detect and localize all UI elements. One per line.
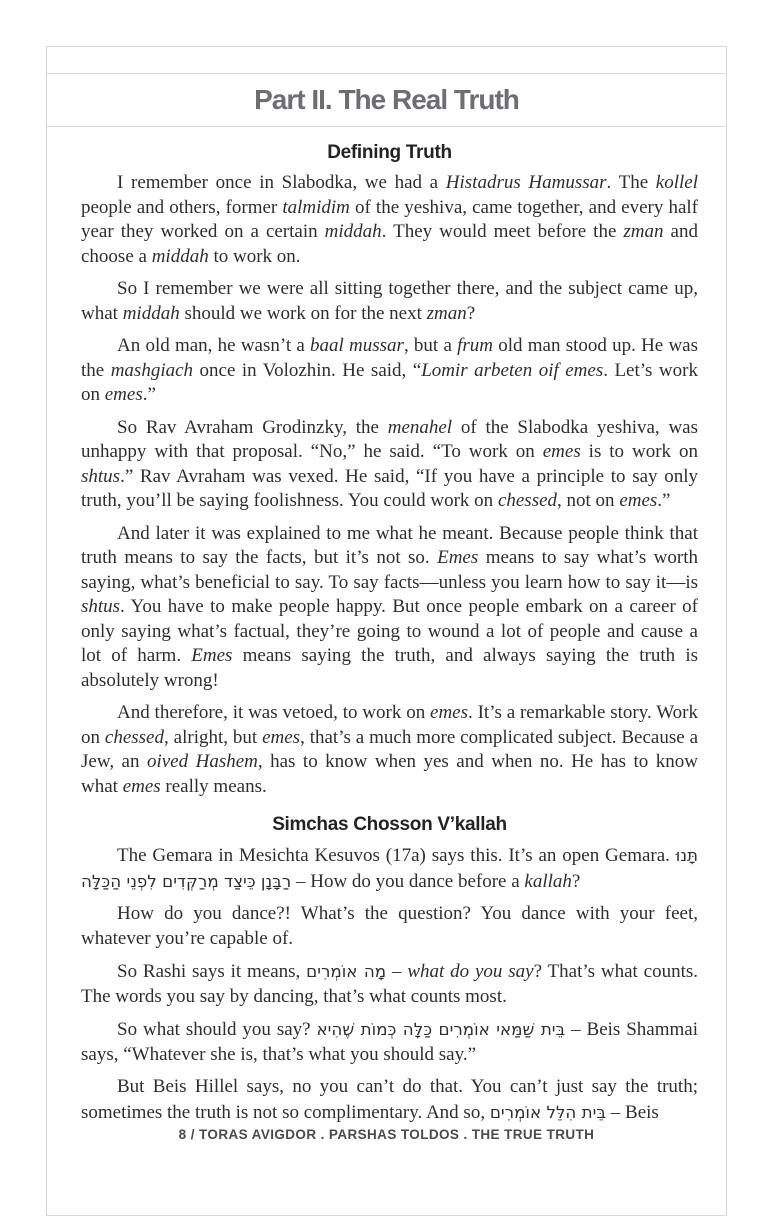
italic-term: what do you say [407,961,534,982]
italic-term: baal mussar [310,335,404,356]
paragraph: And later it was explained to me what he meant. Because people think that truth means to say the facts, but it’s not so. Emes means to say what’s worth saying, what’s beneficial to say. To say facts—unless you learn how to say it—is shtus. You have to make people happy. But once people embark on a career of only saying what’s factual, they’re going to wound a lot of people and cause a lot of harm. Emes means saying the truth, and always saying the truth is absolutely wrong! [81,522,699,691]
section-simchas-chosson-vkallah [81,843,698,1125]
italic-term: emes [262,726,301,748]
part-title-bar [47,74,726,127]
italic-term: chessed [497,490,558,511]
italic-term: Histadrus Hamussar [445,172,607,193]
italic-term: frum [457,335,494,356]
page-footer: 8 / TORAS AVIGDOR . PARSHAS TOLDOS . THE TRUE TRUTH [178,1127,595,1142]
italic-term: shtus [81,465,121,487]
paragraph: And therefore, it was vetoed, to work on emes. It’s a remarkable story. Work on chessed, alright, but emes, that’s a much more complicated subject. Because a Jew, an oived Hashem, has to know when yes and when no. He has to know what emes really means. [81,702,699,797]
italic-term: middah [122,302,180,324]
italic-term: mashgiach [110,359,194,381]
paragraph: But Beis Hillel says, no you can’t do that. You can’t just say the truth; sometimes the truth is not so complimentary. And so, בֵּית הִלֵּל אוֹמְרִים – Beis [81,1076,698,1123]
paragraph: The Gemara in Mesichta Kesuvos (17a) says this. It’s an open Gemara. תָּנוּ רַבָּנָן כֵּיצַד מְרַקְּדִים לִפְנֵי הַכַּלָּה – How do you dance before a kallah? [81,845,698,892]
part-title: Part II. The Real Truth [254,84,519,115]
italic-term: emes [619,490,658,511]
italic-term: chessed [104,726,164,748]
italic-term: Emes [437,547,479,568]
hebrew-phrase: בֵּית שַׁמַּאי אוֹמְרִים כַּלָּה כְּמוֹת שֶׁהִיא [316,1019,566,1039]
paragraph: I remember once in Slabodka, we had a Histadrus Hamussar. The kollel people and others, former talmidim of the yeshiva, came together, and every half year they worked on a certain middah. They would meet before the zman and choose a middah to work on. [81,172,698,267]
italic-term: Lomir arbeten oif emes [421,359,604,381]
paragraph: An old man, he wasn’t a baal mussar, but a frum old man stood up. He was the mashgiach once in Volozhin. He said, “Lomir arbeten oif emes. Let’s work on emes.” [81,335,699,405]
italic-term: emes [430,702,469,723]
paragraph: So I remember we were all sitting together there, and the subject came up, what middah should we work on for the next zman? [81,278,698,324]
italic-term: zman [623,221,664,242]
page-content [47,142,726,1125]
hebrew-phrase: בֵּית הִלֵּל אוֹמְרִים [489,1101,607,1122]
italic-term: Emes [191,645,233,666]
page-frame [46,46,727,1216]
italic-term: kallah [524,870,572,892]
paragraph: So Rav Avraham Grodinzky, the menahel of the Slabodka yeshiva, was unhappy with that proposal. “No,” he said. “To work on emes is to work on shtus.” Rav Avraham was vexed. He said, “If you have a principle to say only truth, you’ll be saying foolishness. You could work on chessed, not on emes.” [81,416,698,511]
italic-term: zman [426,302,467,324]
section-defining-truth [81,171,698,799]
section-heading-defining-truth: Defining Truth [327,142,452,163]
italic-term: emes [542,441,581,462]
italic-term: emes [122,775,161,797]
italic-term: middah [324,221,382,242]
paragraph: So what should you say? בֵּית שַׁמַּאי אוֹמְרִים כַּלָּה כְּמוֹת שֶׁהִיא – Beis Shammai says, “Whatever she is, that’s what you should say.” [81,1019,698,1065]
italic-term: talmidim [282,196,350,218]
italic-term: oived Hashem [146,751,258,772]
italic-term: menahel [387,416,453,438]
italic-term: kollel [655,172,698,193]
italic-term: shtus [81,596,121,617]
paragraph: How do you dance?! What’s the question? You dance with your feet, whatever you’re capable of. [81,903,698,949]
paragraph: So Rashi says it means, מָה אוֹמְרִים – what do you say? That’s what counts. The words you say by dancing, that’s what counts most. [81,961,699,1007]
italic-term: emes [104,384,143,405]
hebrew-phrase: מָה אוֹמְרִים [306,961,387,981]
top-strip [47,47,726,74]
section-heading-simchas-chosson-vkallah: Simchas Chosson V’kallah [272,814,507,835]
hebrew-phrase: תָּנוּ רַבָּנָן כֵּיצַד מְרַקְּדִים לִפְנֵי הַכַּלָּה [81,845,698,891]
italic-term: middah [151,245,209,267]
